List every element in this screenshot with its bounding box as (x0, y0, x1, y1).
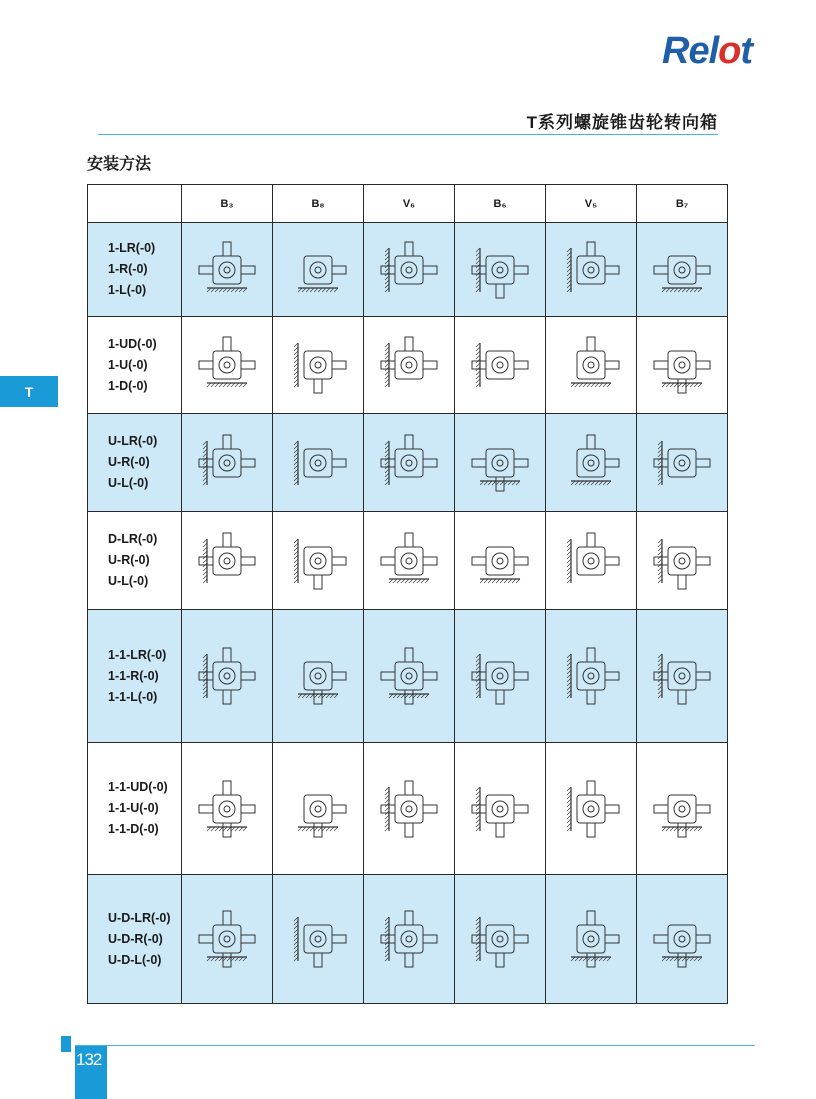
mounting-diagram-cell (182, 512, 273, 610)
mounting-diagram-cell (182, 223, 273, 317)
mounting-code: 1-L(-0) (108, 283, 147, 297)
mounting-diagram-cell (273, 743, 364, 875)
mounting-code: 1-1-LR(-0) (108, 647, 167, 662)
gearbox-diagram-icon (369, 230, 449, 310)
table-row (88, 610, 728, 743)
table-row (88, 414, 728, 512)
mounting-diagram-cell (546, 512, 637, 610)
mounting-diagram-cell (364, 317, 455, 414)
mounting-code-cell (88, 223, 182, 317)
mounting-code: U-D-LR(-0) (108, 910, 171, 925)
mounting-diagram-cell (637, 610, 728, 743)
gearbox-diagram-icon (460, 423, 540, 503)
gearbox-diagram-icon (369, 423, 449, 503)
column-header: V₆ (364, 185, 455, 223)
mounting-diagram-cell (273, 512, 364, 610)
gearbox-diagram-icon (551, 521, 631, 601)
page-marker (61, 1036, 71, 1052)
mounting-code: U-D-L(-0) (108, 952, 162, 967)
mounting-code-cell (88, 875, 182, 1004)
gearbox-diagram-icon (551, 230, 631, 310)
mounting-code: U-D-R(-0) (108, 931, 163, 946)
mounting-code: 1-1-L(-0) (108, 689, 158, 704)
mounting-diagram-cell (637, 512, 728, 610)
gearbox-diagram-icon (187, 626, 267, 726)
footer-divider (75, 1045, 755, 1046)
gearbox-diagram-icon (551, 889, 631, 989)
mounting-diagram-cell (455, 223, 546, 317)
page-number: 132 (76, 1050, 102, 1069)
mounting-diagram-cell (546, 223, 637, 317)
mounting-code: 1-LR(-0) (108, 241, 156, 255)
table-header-row (88, 185, 728, 223)
mounting-diagram-cell (182, 610, 273, 743)
gearbox-diagram-icon (460, 626, 540, 726)
gearbox-diagram-icon (551, 626, 631, 726)
gearbox-diagram-icon (642, 521, 722, 601)
mounting-diagram-cell (273, 317, 364, 414)
mounting-diagram-cell (546, 414, 637, 512)
mounting-diagram-cell (182, 317, 273, 414)
side-tab-t[interactable]: T (0, 376, 58, 407)
gearbox-diagram-icon (551, 423, 631, 503)
column-header: B₇ (637, 185, 728, 223)
gearbox-diagram-icon (278, 423, 358, 503)
gearbox-diagram-icon (642, 325, 722, 405)
mounting-code-cell (88, 414, 182, 512)
mounting-code: U-LR(-0) (108, 434, 158, 448)
mounting-diagram-cell (455, 512, 546, 610)
gearbox-diagram-icon (278, 325, 358, 405)
gearbox-diagram-icon (278, 626, 358, 726)
mounting-code-cell (88, 512, 182, 610)
mounting-diagram-cell (273, 414, 364, 512)
mounting-diagram-cell (455, 875, 546, 1004)
section-title: 安装方法 (87, 156, 152, 173)
gearbox-diagram-icon (460, 889, 540, 989)
mounting-code: 1-1-D(-0) (108, 822, 159, 836)
gearbox-diagram-icon (187, 325, 267, 405)
gearbox-diagram-icon (278, 230, 358, 310)
mounting-diagram-cell (182, 875, 273, 1004)
mounting-code: U-R(-0) (108, 553, 150, 567)
mounting-code: 1-1-U(-0) (108, 801, 159, 815)
table-row (88, 317, 728, 414)
gearbox-diagram-icon (460, 230, 540, 310)
mounting-code: U-L(-0) (108, 574, 149, 588)
mounting-diagram-cell (637, 743, 728, 875)
mounting-code-cell (88, 743, 182, 875)
gearbox-diagram-icon (551, 759, 631, 859)
gearbox-diagram-icon (460, 521, 540, 601)
mounting-diagram-cell (364, 414, 455, 512)
table-row (88, 743, 728, 875)
gearbox-diagram-icon (187, 889, 267, 989)
mounting-diagram-cell (364, 512, 455, 610)
mounting-diagram-cell (637, 223, 728, 317)
table-corner-cell (88, 185, 182, 223)
mounting-diagram-cell (455, 743, 546, 875)
gearbox-diagram-icon (460, 759, 540, 859)
mounting-code: 1-1-R(-0) (108, 668, 159, 683)
mounting-diagram-cell (546, 875, 637, 1004)
gearbox-diagram-icon (369, 889, 449, 989)
mounting-diagram-cell (546, 610, 637, 743)
mounting-diagram-cell (364, 610, 455, 743)
mounting-code: 1-UD(-0) (108, 336, 157, 351)
mounting-code: 1-1-UD(-0) (108, 780, 168, 794)
mounting-table (87, 184, 728, 1004)
table-row (88, 512, 728, 610)
gearbox-diagram-icon (187, 423, 267, 503)
mounting-diagram-cell (637, 414, 728, 512)
table-row (88, 223, 728, 317)
gearbox-diagram-icon (187, 521, 267, 601)
gearbox-diagram-icon (278, 759, 358, 859)
gearbox-diagram-icon (642, 889, 722, 989)
gearbox-diagram-icon (369, 626, 449, 726)
mounting-diagram-cell (273, 875, 364, 1004)
mounting-code-cell (88, 317, 182, 414)
gearbox-diagram-icon (187, 759, 267, 859)
gearbox-diagram-icon (369, 325, 449, 405)
column-header: B₃ (182, 185, 273, 223)
gearbox-diagram-icon (642, 230, 722, 310)
column-header: V₅ (546, 185, 637, 223)
mounting-code: 1-R(-0) (108, 262, 148, 276)
gearbox-diagram-icon (187, 230, 267, 310)
mounting-diagram-cell (455, 414, 546, 512)
gearbox-diagram-icon (642, 423, 722, 503)
mounting-diagram-cell (182, 414, 273, 512)
series-title: T系列螺旋锥齿轮转向箱 (526, 113, 718, 132)
mounting-code: D-LR(-0) (108, 532, 158, 546)
gearbox-diagram-icon (642, 626, 722, 726)
mounting-diagram-cell (364, 223, 455, 317)
brand-logo: Relot (662, 30, 753, 72)
mounting-code: U-R(-0) (108, 455, 150, 469)
mounting-diagram-cell (364, 743, 455, 875)
mounting-diagram-cell (637, 875, 728, 1004)
gearbox-diagram-icon (369, 521, 449, 601)
gearbox-diagram-icon (551, 325, 631, 405)
mounting-code: 1-U(-0) (108, 357, 148, 372)
gearbox-diagram-icon (642, 759, 722, 859)
column-header: B₆ (455, 185, 546, 223)
mounting-diagram-cell (364, 875, 455, 1004)
mounting-diagram-cell (273, 610, 364, 743)
mounting-diagram-cell (273, 223, 364, 317)
mounting-diagram-cell (637, 317, 728, 414)
mounting-code-cell (88, 610, 182, 743)
mounting-diagram-cell (546, 743, 637, 875)
column-header: B₈ (273, 185, 364, 223)
mounting-code: 1-D(-0) (108, 378, 148, 393)
mounting-diagram-cell (546, 317, 637, 414)
gearbox-diagram-icon (460, 325, 540, 405)
title-divider (98, 134, 718, 135)
mounting-code: U-L(-0) (108, 476, 149, 490)
mounting-diagram-cell (455, 317, 546, 414)
mounting-diagram-cell (455, 610, 546, 743)
mounting-diagram-cell (182, 743, 273, 875)
gearbox-diagram-icon (278, 521, 358, 601)
table-row (88, 875, 728, 1004)
gearbox-diagram-icon (369, 759, 449, 859)
gearbox-diagram-icon (278, 889, 358, 989)
